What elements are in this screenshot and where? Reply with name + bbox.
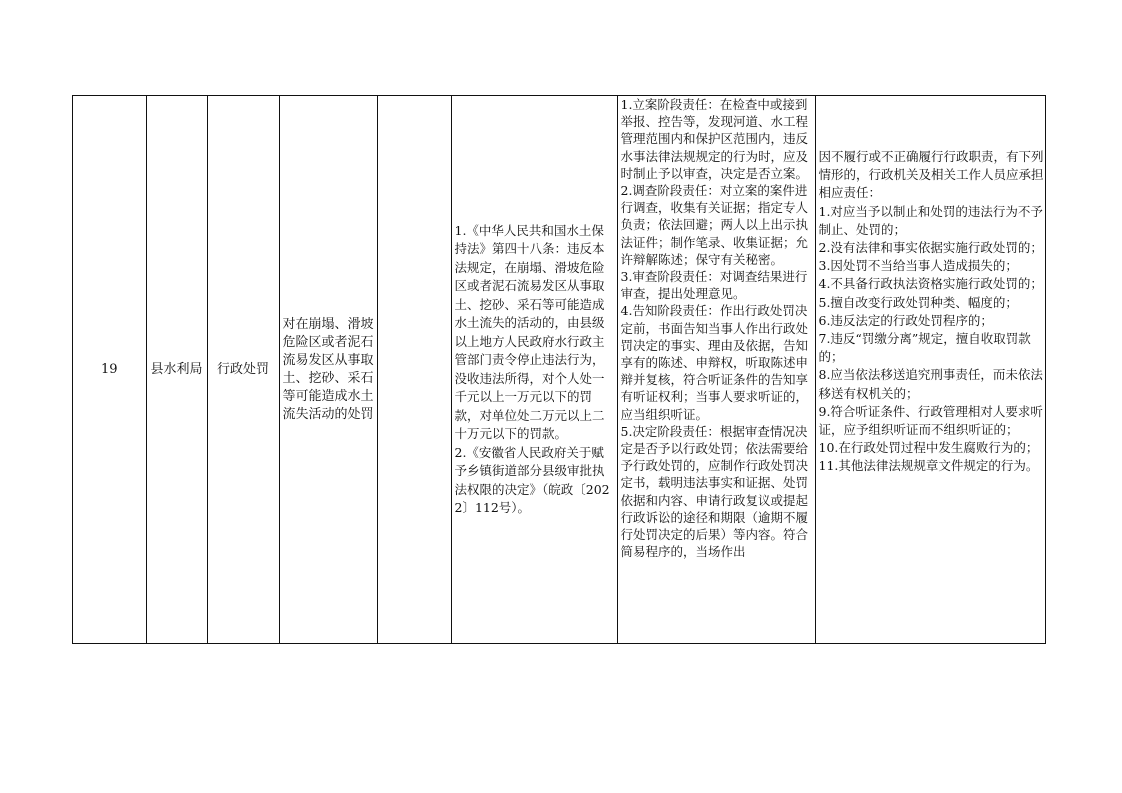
power-list-table [72, 95, 1046, 644]
accountability-item: 5.擅自改变行政处罚种类、幅度的； [818, 294, 1018, 310]
accountability-item: 4.不具备行政执法资格实施行政处罚的； [818, 276, 1043, 292]
basis-item: 2.《安徽省人民政府关于赋予乡镇街道部分县级审批执法权限的决定》（皖政〔2022〕112号）。 [454, 444, 610, 515]
cell-accountability [815, 96, 1046, 643]
cell-department: 县水利局 [146, 96, 207, 643]
accountability-item: 3.因处罚不当给当事人造成损失的； [818, 258, 1018, 274]
accountability-item: 1.对应当予以制止和处罚的违法行为不予制止、处罚的； [818, 203, 1043, 237]
accountability-item: 7.违反“罚缴分离”规定，擅自收取罚款的； [818, 331, 1031, 365]
basis-item: 1.《中华人民共和国水土保持法》第四十八条：违反本法规定，在崩塌、滑坡危险区或者泥石流易发区从事取土、挖砂、采石等可能造成水土流失的活动的，由县级以上地方人民政府水行政主管部门责令停止违法行为，没收违法所得，对个人处一千元以上一万元以下的罚款，对单位处二万元以上二十万元以下的罚款。 [454, 222, 605, 441]
accountability-item: 8.应当依法移送追究刑事责任，而未依法移送有权机关的； [818, 367, 1043, 401]
cell-legal-basis [451, 96, 617, 643]
cell-item-name: 对在崩塌、滑坡危险区或者泥石流易发区从事取土、挖砂、采石等可能造成水土流失活动的处罚 [279, 96, 377, 643]
accountability-item: 因不履行或不正确履行行政职责，有下列情形的，行政机关及相关工作人员应承担相应责任： [818, 149, 1044, 201]
responsibility-item: 3.审查阶段责任：对调查结果进行审查，提出处理意见。 [620, 269, 808, 302]
cell-empty [377, 96, 451, 643]
accountability-item: 6.违反法定的行政处罚程序的； [818, 312, 993, 328]
responsibility-item: 4.告知阶段责任：作出行政处罚决定前，书面告知当事人作出行政处罚决定的事实、理由及依据，告知享有的陈述、申辩权，听取陈述申辩并复核，符合听证条件的告知享有听证权利；当事人要求听证的，应当组织听证。 [620, 303, 809, 422]
accountability-item: 11.其他法律法规规章文件规定的行为。 [818, 458, 1039, 474]
accountability-item: 10.在行政处罚过程中发生腐败行为的； [818, 440, 1039, 456]
accountability-item: 9.符合听证条件、行政管理相对人要求听证，应予组织听证而不组织听证的； [818, 403, 1043, 438]
table-row [73, 96, 1046, 643]
responsibility-item: 5.决定阶段责任：根据审查情况决定是否予以行政处罚；依法需要给予行政处罚的，应制作行政处罚决定书，载明违法事实和证据、处罚依据和内容、申请行政复议或提起行政诉讼的途径和期限（逾期不履行处罚决定的后果）等内容。符合简易程序的，当场作出 [620, 423, 809, 560]
accountability-item: 2.没有法律和事实依据实施行政处罚的； [818, 240, 1043, 256]
responsibility-item: 1.立案阶段责任：在检查中或接到举报、控告等，发现河道、水工程管理范围内和保护区范围内，违反水事法律法规规定的行为时，应及时制止予以审查，决定是否立案。 [620, 97, 809, 181]
table-body [73, 96, 1046, 643]
cell-category: 行政处罚 [207, 96, 279, 643]
responsibility-item: 2.调查阶段责任：对立案的案件进行调查，收集有关证据；指定专人负责；依法回避；两人以上出示执法证件；制作笔录、收集证据；允许辩解陈述；保守有关秘密。 [620, 183, 809, 267]
cell-responsibilities [617, 96, 815, 643]
cell-index: 19 [73, 96, 146, 643]
